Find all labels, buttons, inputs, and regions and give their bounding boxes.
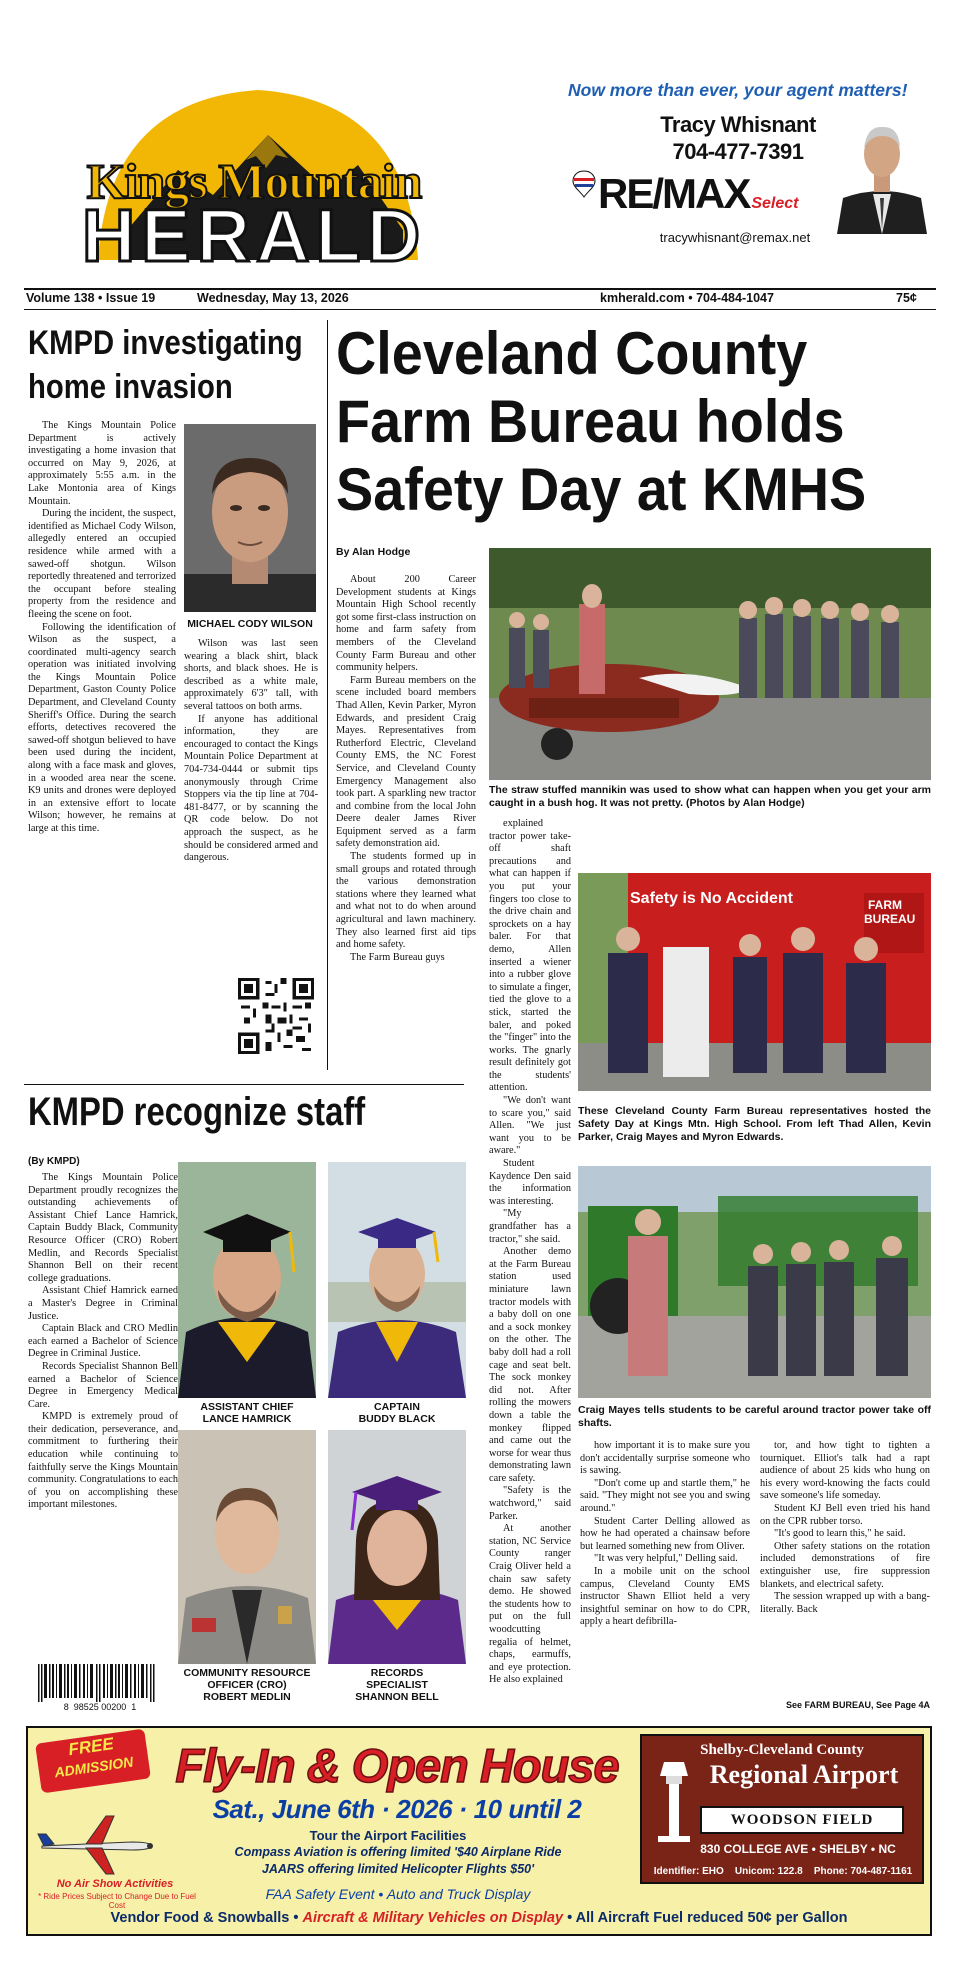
- story3-headline-line1: Cleveland County: [336, 320, 808, 387]
- suspect-photo-caption: MICHAEL CODY WILSON: [187, 618, 313, 630]
- story1-headline-line2: home invasion: [28, 368, 233, 406]
- agent-email[interactable]: tracywhisnant@remax.net: [659, 230, 811, 245]
- ad-line4: FAA Safety Event • Auto and Truck Display: [265, 1886, 531, 1902]
- masthead-line1: Kings Mountain: [86, 153, 422, 209]
- ad-note1: No Air Show Activities: [56, 1878, 174, 1890]
- story1-col2-p1: Wilson was last seen wearing a black shirt, black shorts, and black shoes. He is described as a white male, approximately 6'3" tall, with several tattoos on both arms.: [184, 638, 318, 712]
- caption-medlin-l2: OFFICER (CRO): [207, 1679, 287, 1691]
- story3-c2-p4: "My grandfather has a tractor," she said.: [489, 1208, 571, 1245]
- caption-bell-l1: RECORDS: [370, 1667, 424, 1679]
- masthead-rule-bottom: [24, 309, 936, 310]
- story2-headline: KMPD recognize staff: [28, 1090, 366, 1134]
- issue-date: Wednesday, May 13, 2026: [197, 291, 349, 305]
- story3-c3-p4: "It was very helpful," Delling said.: [594, 1553, 738, 1565]
- caption-bell-l2: SPECIALIST: [366, 1679, 428, 1691]
- caption-medlin-l3: ROBERT MEDLIN: [203, 1691, 291, 1703]
- ad-footer-food: Vendor Food & Snowballs •: [110, 1910, 299, 1926]
- story2-p3: Captain Black and CRO Medlin each earned a Bachelor of Science Degree in Criminal Justice.: [28, 1323, 178, 1360]
- caption-hamrick-title: ASSISTANT CHIEF: [200, 1401, 294, 1413]
- caption-photo3: Craig Mayes tells students to be careful around tractor power take off shafts.: [578, 1404, 931, 1429]
- ad-badge-admission: ADMISSION: [53, 1753, 135, 1781]
- story3-c4-p5: The session wrapped up with a bang- literally. Back: [760, 1591, 930, 1615]
- story1-p3: Following the identification of Wilson as the suspect, a coordinated multi-agency search operation was initiated involving the Kings Mountain Police Department, Gaston County Police Department, and Cleveland County Sheriff's Office. During the search efforts, detectives recovered the sawed-off shotgun believed to have been used during the incident, along with a face mask and gloves, in a wooded area near the scene. K9 units and drones were deployed in an extensive effort to locate Wilson; however, he remains at large at this time.: [28, 621, 176, 834]
- story2-p2: Assistant Chief Hamrick earned a Master's Degree in Criminal Justice.: [28, 1285, 178, 1322]
- story3-c4-p3: "It's good to learn this," he said.: [774, 1528, 906, 1540]
- ad-note2: * Ride Prices Subject to Change Due to Fuel Cost: [38, 1892, 196, 1910]
- story3-c3-p5: In a mobile unit on the school campus, Cleveland County EMS instructor Shawn Elliot held a very insightful seminar on how to do CPR, apply a heart defibrilla-: [580, 1565, 750, 1628]
- portrait-hamrick: [178, 1162, 316, 1398]
- story3-headline-line3: Safety Day at KMHS: [336, 456, 867, 523]
- story3-jump[interactable]: See FARM BUREAU, See Page 4A: [785, 1700, 930, 1710]
- caption-black-name: BUDDY BLACK: [358, 1413, 436, 1425]
- agent-phone: 704-477-7391: [672, 139, 804, 164]
- story3-c4-p1: tor, and how tight to tighten a tourniquet. Elliot's talk had a rapt audience of about 25 kids who hung on his every word-knowing the facts could save someone's life someday.: [760, 1440, 930, 1502]
- story1-p2: During the incident, the suspect, identified as Michael Cody Wilson, allegedly entered an occupied residence while armed with a sawed-off shotgun. Wilson reportedly threatened and terrorized the occupant before stealing property from the residence and fleeing the scene on foot.: [28, 508, 176, 620]
- suspect-photo: [184, 424, 316, 612]
- story3-c1-p2: Farm Bureau members on the scene included board members Thad Allen, Kevin Parker, Myron Edwards, and president Craig Mayes. Representatives from Rutherford Electric, Cleveland County EMS, the NC Forest Service, and Cleveland County Emergency Management also took part. A sparkling new tractor and combine from the local John Deere dealer James River Equipment served as a farm safety demonstration aid.: [336, 674, 476, 850]
- masthead-rule-top: [24, 288, 936, 290]
- story2-p5: KMPD is extremely proud of their dedication, perseverance, and commitment to furthering their education while continuing to faithfully serve the Kings Mountain community. Congratulations to each of you on accomplishing these important milestones.: [28, 1411, 178, 1511]
- caption-hamrick: [178, 1401, 316, 1425]
- story3-c3-p2: "Don't come up and startle them," he said. "They might not see you and swing around.": [580, 1477, 750, 1514]
- caption-medlin: [172, 1667, 322, 1703]
- story3-col4: [760, 1440, 930, 1690]
- issue-volume: Volume 138 • Issue 19: [26, 291, 156, 305]
- story3-col3: [580, 1440, 750, 1716]
- caption-photo2: These Cleveland County Farm Bureau representatives hosted the Safety Day at Kings Mtn. High School. From left Thad Allen, Kevin Parker, Craig Mayes and Myron Edwards.: [578, 1105, 931, 1143]
- agent-name: Tracy Whisnant: [660, 112, 816, 137]
- airport-address: 830 COLLEGE AVE • SHELBY • NC: [700, 1842, 896, 1856]
- ad-footer: [28, 1910, 930, 1926]
- caption-medlin-l1: COMMUNITY RESOURCE: [183, 1667, 311, 1679]
- agent-photo: [837, 106, 927, 234]
- story3-c2-p2: "We don't want to scare you," said Allen. "We just want you to be aware.": [489, 1095, 571, 1157]
- column-divider: [327, 320, 328, 1070]
- story3-c2-p6: "Safety is the watchword," said Parker.: [489, 1485, 571, 1522]
- portrait-medlin: [178, 1430, 316, 1664]
- story3-byline: By Alan Hodge: [336, 546, 411, 558]
- story2-p4: Records Specialist Shannon Bell earned a Bachelor of Science Degree in Emergency Medical Care.: [28, 1360, 178, 1410]
- fly-in-ad[interactable]: [26, 1726, 932, 1936]
- crime-stoppers-qr-code[interactable]: [238, 978, 314, 1054]
- story3-c1-p4: The Farm Bureau guys: [350, 951, 445, 963]
- upc-number: 8 98525 00200 1: [63, 1702, 137, 1712]
- caption-bell-l3: SHANNON BELL: [355, 1691, 439, 1703]
- ad-badge-free: FREE: [67, 1734, 115, 1760]
- ad-title: Fly-In & Open House: [175, 1739, 619, 1792]
- control-tower-icon: [654, 1760, 694, 1844]
- story3-c3-p1: how important it is to make sure you don't accidentally surprise someone who is sawing.: [580, 1440, 750, 1477]
- story3-c2-p1: explained tractor power take-off shaft precautions and what can happen if you put your fingers too close to the drive chain and sprockets on a hay baler. For that demo, Allen inserted a wiener into a rubber glove to simulate a finger, tied the glove to a stick, started the baler, and poked the "finger" into the works. The gnarly result definitely got the students' attention.: [489, 818, 571, 1094]
- caption-bell: [328, 1667, 466, 1703]
- issue-price: 75¢: [896, 291, 917, 305]
- caption-black-title: CAPTAIN: [374, 1401, 420, 1413]
- caption-black: [328, 1401, 466, 1425]
- story2-byline: (By KMPD): [28, 1156, 80, 1167]
- story3-c1-p3: The students formed up in small groups and rotated through the various demonstration stations where they learned what and what not to do when around agricultural and lawn machinery. They also learned first aid tips and home safety.: [336, 851, 476, 951]
- story1-p1: The Kings Mountain Police Department is actively investigating a home invasion that occurred on May 9, 2026, at approximately 5:55 a.m. in the Lake Montonia area of Kings Mountain.: [28, 420, 176, 507]
- ad-tagline: Now more than ever, your agent matters!: [568, 80, 908, 100]
- ad-footer-fuel: • All Aircraft Fuel reduced 50¢ per Gallon: [567, 1910, 848, 1926]
- story1-headline-line1: KMPD investigating: [28, 324, 303, 362]
- remax-logo: [598, 172, 799, 226]
- story3-col2: [489, 818, 571, 1698]
- story2-p1: The Kings Mountain Police Department proudly recognizes the outstanding achievements of Assistant Chief Lance Hamrick, Captain Buddy Black, Community Resource Officer (CRO) Robert Medlin, and Records Specialist Shannon Bell on their recent college graduations.: [28, 1172, 178, 1284]
- story2-body: [28, 1172, 178, 1660]
- caption-hamrick-name: LANCE HAMRICK: [202, 1413, 292, 1425]
- story3-c2-p7: At another station, NC Service County ranger Craig Oliver held a chain saw safety demo. He showed the students how to put on the full woodcutting regalia of helmet, chaps, earmuffs, and eye protection. He also explained: [489, 1523, 571, 1686]
- masthead-line2: HERALD: [81, 194, 427, 277]
- balloon-icon: [572, 170, 596, 198]
- remax-suffix: Select: [751, 195, 799, 212]
- story2-top-rule: [24, 1084, 464, 1085]
- ad-line3: JAARS offering limited Helicopter Flights $50': [261, 1862, 535, 1876]
- trailer-sign-bureau: BUREAU: [864, 912, 916, 926]
- issue-site[interactable]: kmherald.com • 704-484-1047: [600, 291, 774, 305]
- story1-col2-p2: If anyone has additional information, they are encouraged to contact the Kings Mountain Police Department at 704-734-0444 or submit tips anonymously through Crime Stoppers via the tip line at 704-481-8477, or by scanning the QR code below. Do not approach the suspect, as he should be considered armed and dangerous.: [184, 713, 318, 864]
- story3-c2-p5: Another demo at the Farm Bureau station used miniature lawn tractor models with a baby doll on one and a sock monkey on the other. The baby doll had a roll cage and seat belt. The sock monkey did not. After rolling the mowers down a table the monkey flipped and came out the worse for wear thus demonstrating lawn care safety.: [489, 1246, 571, 1484]
- ad-line1: Tour the Airport Facilities: [309, 1828, 467, 1843]
- story3-c2-p3: Student Kaydence Den said the information was interesting.: [489, 1158, 571, 1207]
- story3-c4-p4: Other safety stations on the rotation included demonstrations of fire extinguisher use, fire suppression blankets, and electrical safety.: [760, 1540, 930, 1590]
- story3-c4-p2: Student KJ Bell even tried his hand on the CPR rubber torso.: [760, 1502, 930, 1527]
- photo-tractor-demo: [578, 1166, 931, 1398]
- airport-ids: Identifier: EHO Unicom: 122.8 Phone: 704-487-1161: [653, 1866, 913, 1877]
- airport-line2: Regional Airport: [709, 1760, 899, 1789]
- portrait-bell: [328, 1430, 466, 1664]
- airport-box: [640, 1734, 924, 1884]
- trailer-sign-safety: Safety is No Accident: [630, 890, 794, 907]
- ad-date: Sat., June 6th · 2026 · 10 until 2: [212, 1794, 582, 1824]
- story3-headline-line2: Farm Bureau holds: [336, 388, 845, 455]
- photo-mannikin-bush-hog: [489, 548, 931, 780]
- remax-brand: RE/MAX: [598, 170, 750, 217]
- story1-col1: [28, 420, 176, 1080]
- trailer-sign-farm: FARM: [868, 898, 902, 912]
- airport-line3: WOODSON FIELD: [700, 1806, 904, 1834]
- caption-photo1: The straw stuffed mannikin was used to show what can happen when you get your arm caught in a bush hog. It was not pretty. (Photos by Alan Hodge): [489, 784, 931, 809]
- airplane-icon: [36, 1812, 156, 1876]
- ad-line2: Compass Aviation is offering limited '$40 Airplane Ride: [234, 1845, 562, 1859]
- portrait-black: [328, 1162, 466, 1398]
- airport-line1: Shelby-Cleveland County: [700, 1742, 864, 1758]
- story3-c1-p1: About 200 Career Development students at Kings Mountain High School recently got some first-class instruction on home and farm safety from members of the Cleveland County Farm Bureau and other community helpers.: [336, 574, 476, 674]
- ad-footer-display: Aircraft & Military Vehicles on Display: [302, 1910, 564, 1926]
- story3-col1: [336, 574, 476, 1070]
- story3-c3-p3: Student Carter Delling allowed as how he had operated a chainsaw before but learned something new from Oliver.: [580, 1515, 750, 1552]
